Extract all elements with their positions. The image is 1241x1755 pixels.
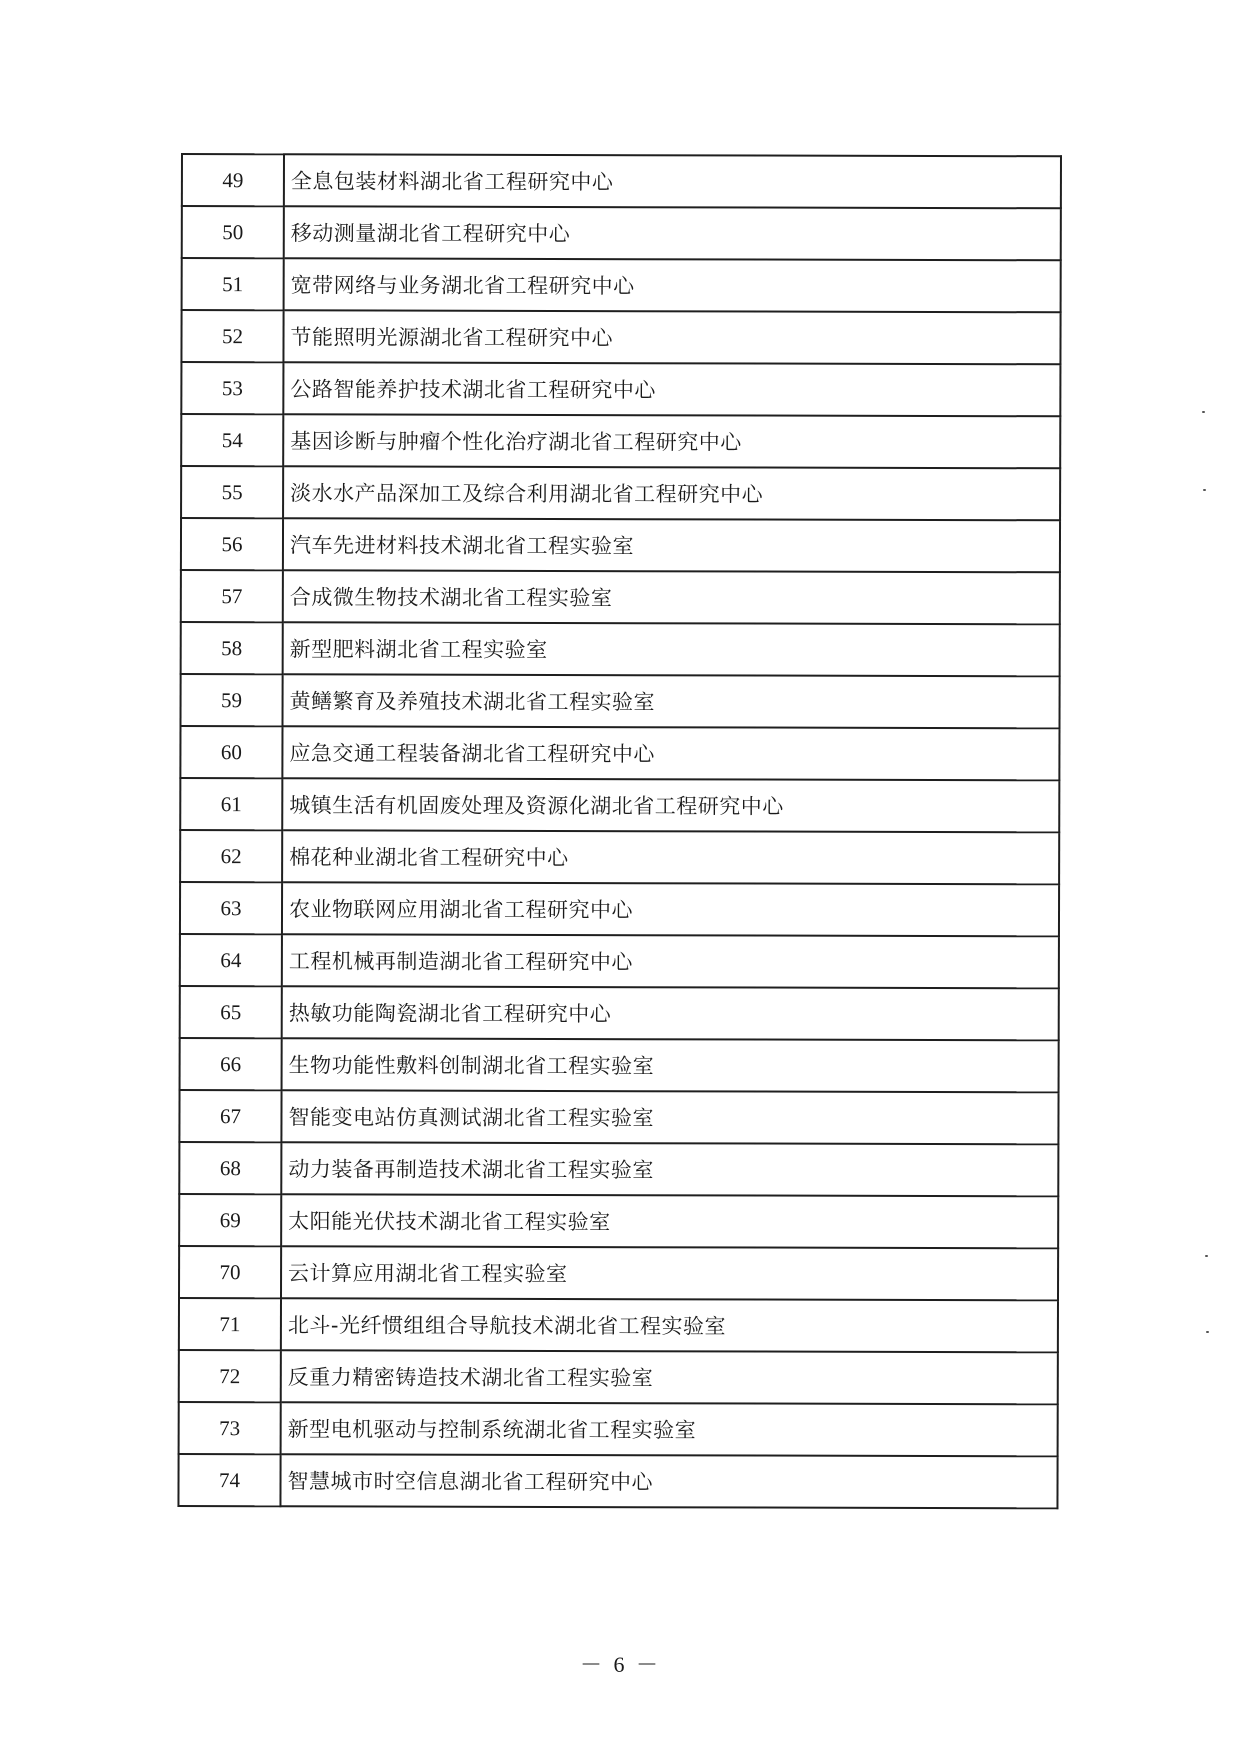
scan-speck: [1203, 489, 1206, 491]
row-number: 68: [179, 1142, 281, 1194]
table-row: [182, 258, 1061, 312]
row-number: 60: [180, 726, 282, 778]
row-number: 67: [179, 1090, 281, 1142]
row-number: 59: [180, 674, 282, 726]
table-row: [180, 778, 1059, 832]
row-number: 74: [178, 1454, 280, 1506]
institution-name: 公路智能养护技术湖北省工程研究中心: [283, 362, 1060, 416]
institution-name: 工程机械再制造湖北省工程研究中心: [282, 934, 1059, 988]
row-number: 69: [179, 1194, 281, 1246]
institution-name: 智能变电站仿真测试湖北省工程实验室: [281, 1090, 1058, 1144]
institution-name: 基因诊断与肿瘤个性化治疗湖北省工程研究中心: [283, 414, 1060, 468]
table-body: [178, 154, 1061, 1508]
table-row: [180, 830, 1059, 884]
table-row: [180, 986, 1059, 1040]
table-row: [181, 622, 1060, 676]
row-number: 49: [182, 154, 284, 206]
institution-name: 宽带网络与业务湖北省工程研究中心: [284, 258, 1061, 312]
institution-name: 城镇生活有机固废处理及资源化湖北省工程研究中心: [282, 778, 1059, 832]
table-row: [179, 1090, 1058, 1144]
row-number: 62: [180, 830, 282, 882]
table-row: [180, 674, 1059, 728]
row-number: 70: [179, 1246, 281, 1298]
institution-name: 新型电机驱动与控制系统湖北省工程实验室: [281, 1402, 1058, 1456]
institution-name: 新型肥料湖北省工程实验室: [283, 622, 1060, 676]
row-number: 73: [179, 1402, 281, 1454]
row-number: 71: [179, 1298, 281, 1350]
institution-name: 合成微生物技术湖北省工程实验室: [283, 570, 1060, 624]
table-row: [179, 1298, 1058, 1352]
institution-name: 应急交通工程装备湖北省工程研究中心: [282, 726, 1059, 780]
table-row: [180, 934, 1059, 988]
institution-list-table: [177, 153, 1062, 1509]
page-number: － 6 －: [579, 1652, 661, 1677]
scan-speck: [1205, 1255, 1208, 1257]
institution-name: 节能照明光源湖北省工程研究中心: [283, 310, 1060, 364]
institution-name: 智慧城市时空信息湖北省工程研究中心: [280, 1454, 1057, 1508]
institution-name: 北斗-光纤惯组组合导航技术湖北省工程实验室: [281, 1298, 1058, 1352]
table-row: [181, 518, 1060, 572]
table-row: [178, 1454, 1057, 1508]
institution-name: 汽车先进材料技术湖北省工程实验室: [283, 518, 1060, 572]
institution-name: 黄鳝繁育及养殖技术湖北省工程实验室: [282, 674, 1059, 728]
table-row: [181, 466, 1060, 520]
table-row: [179, 1350, 1058, 1404]
institution-name: 动力装备再制造技术湖北省工程实验室: [281, 1142, 1058, 1196]
table-row: [181, 362, 1060, 416]
institution-name: 棉花种业湖北省工程研究中心: [282, 830, 1059, 884]
table-row: [182, 206, 1061, 260]
row-number: 55: [181, 466, 283, 518]
table-row: [179, 1246, 1058, 1300]
row-number: 64: [180, 934, 282, 986]
table-row: [181, 414, 1060, 468]
table-row: [180, 1038, 1059, 1092]
institution-name: 太阳能光伏技术湖北省工程实验室: [281, 1194, 1058, 1248]
table-row: [180, 882, 1059, 936]
row-number: 58: [181, 622, 283, 674]
row-number: 57: [181, 570, 283, 622]
institution-name: 淡水水产品深加工及综合利用湖北省工程研究中心: [283, 466, 1060, 520]
scan-speck: [1206, 1331, 1209, 1333]
row-number: 54: [181, 414, 283, 466]
table-row: [179, 1142, 1058, 1196]
institution-name: 全息包装材料湖北省工程研究中心: [284, 154, 1061, 208]
row-number: 65: [180, 986, 282, 1038]
table-row: [179, 1402, 1058, 1456]
table-row: [179, 1194, 1058, 1248]
row-number: 51: [182, 258, 284, 310]
table-row: [181, 570, 1060, 624]
row-number: 61: [180, 778, 282, 830]
institution-name: 云计算应用湖北省工程实验室: [281, 1246, 1058, 1300]
institution-name: 反重力精密铸造技术湖北省工程实验室: [281, 1350, 1058, 1404]
table-row: [181, 310, 1060, 364]
table-row: [180, 726, 1059, 780]
row-number: 50: [182, 206, 284, 258]
row-number: 63: [180, 882, 282, 934]
row-number: 53: [181, 362, 283, 414]
table-row: [182, 154, 1061, 208]
row-number: 72: [179, 1350, 281, 1402]
institution-name: 热敏功能陶瓷湖北省工程研究中心: [282, 986, 1059, 1040]
institution-name: 移动测量湖北省工程研究中心: [284, 206, 1061, 260]
institution-name: 生物功能性敷料创制湖北省工程实验室: [282, 1038, 1059, 1092]
row-number: 56: [181, 518, 283, 570]
scan-speck: [1202, 411, 1205, 413]
row-number: 66: [180, 1038, 282, 1090]
institution-name: 农业物联网应用湖北省工程研究中心: [282, 882, 1059, 936]
row-number: 52: [181, 310, 283, 362]
